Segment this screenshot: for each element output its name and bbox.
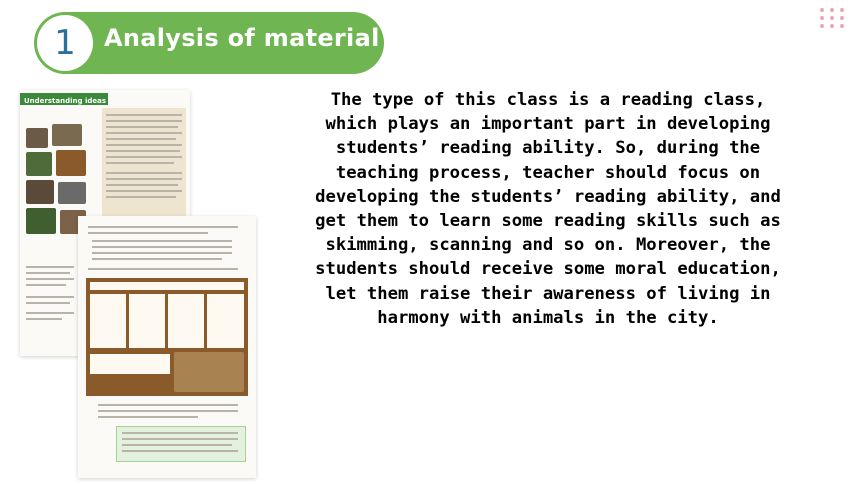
text-line: [92, 258, 222, 260]
fox-photo: [174, 352, 244, 392]
text-line: [88, 268, 238, 270]
section-number-badge: 1: [37, 15, 93, 71]
section-label-band: [20, 93, 108, 105]
text-line: [92, 252, 232, 254]
section-label: Understanding ideas: [24, 97, 106, 105]
text-line: [26, 272, 70, 274]
text-line: [106, 172, 182, 174]
text-line: [106, 138, 176, 140]
text-line: [106, 162, 174, 164]
text-line: [106, 114, 182, 116]
text-line: [106, 144, 182, 146]
text-line: [106, 132, 182, 134]
animal-photo: [52, 124, 82, 146]
table-cell: [90, 282, 244, 290]
text-line: [92, 246, 232, 248]
textbook-page-image-2: [78, 216, 256, 478]
text-line: [106, 190, 182, 192]
table-cell: [168, 294, 204, 348]
text-line: [98, 416, 198, 418]
text-line: [106, 156, 182, 158]
animal-photo: [26, 152, 52, 176]
text-line: [106, 126, 178, 128]
animal-photo: [26, 180, 54, 204]
table-cell: [90, 294, 126, 348]
text-line: [122, 450, 238, 452]
analysis-paragraph: The type of this class is a reading class, which plays an important part in developing students’ reading ability. So, during the teaching process, teacher should focus on developing the students’ reading ability, and get them to learn some reading skills such as skimming, scanning and so on. Moreover, the students should receive some moral education, let them raise their awareness of living in harmony with animals in the city.: [315, 90, 781, 328]
table-cell: [207, 294, 244, 348]
animal-photo: [58, 182, 86, 204]
text-line: [106, 120, 182, 122]
animal-photo: [56, 150, 86, 176]
table-cell: [90, 354, 170, 374]
text-line: [98, 410, 238, 412]
table-cell: [129, 294, 165, 348]
text-line: [92, 240, 232, 242]
decorative-dots: [820, 8, 846, 28]
text-line: [106, 184, 178, 186]
text-line: [122, 444, 232, 446]
text-line: [26, 312, 74, 314]
text-line: [122, 438, 238, 440]
text-line: [122, 432, 238, 434]
section-title: Analysis of material: [104, 24, 380, 52]
text-line: [26, 302, 70, 304]
text-line: [26, 278, 74, 280]
animal-photo: [26, 208, 56, 234]
text-line: [88, 232, 208, 234]
text-line: [106, 178, 182, 180]
text-line: [26, 318, 62, 320]
animal-photo: [26, 128, 48, 148]
text-line: [26, 284, 66, 286]
text-line: [98, 404, 238, 406]
text-line: [26, 266, 74, 268]
text-line: [106, 196, 176, 198]
text-line: [106, 150, 180, 152]
text-line: [26, 296, 74, 298]
text-line: [88, 226, 238, 228]
